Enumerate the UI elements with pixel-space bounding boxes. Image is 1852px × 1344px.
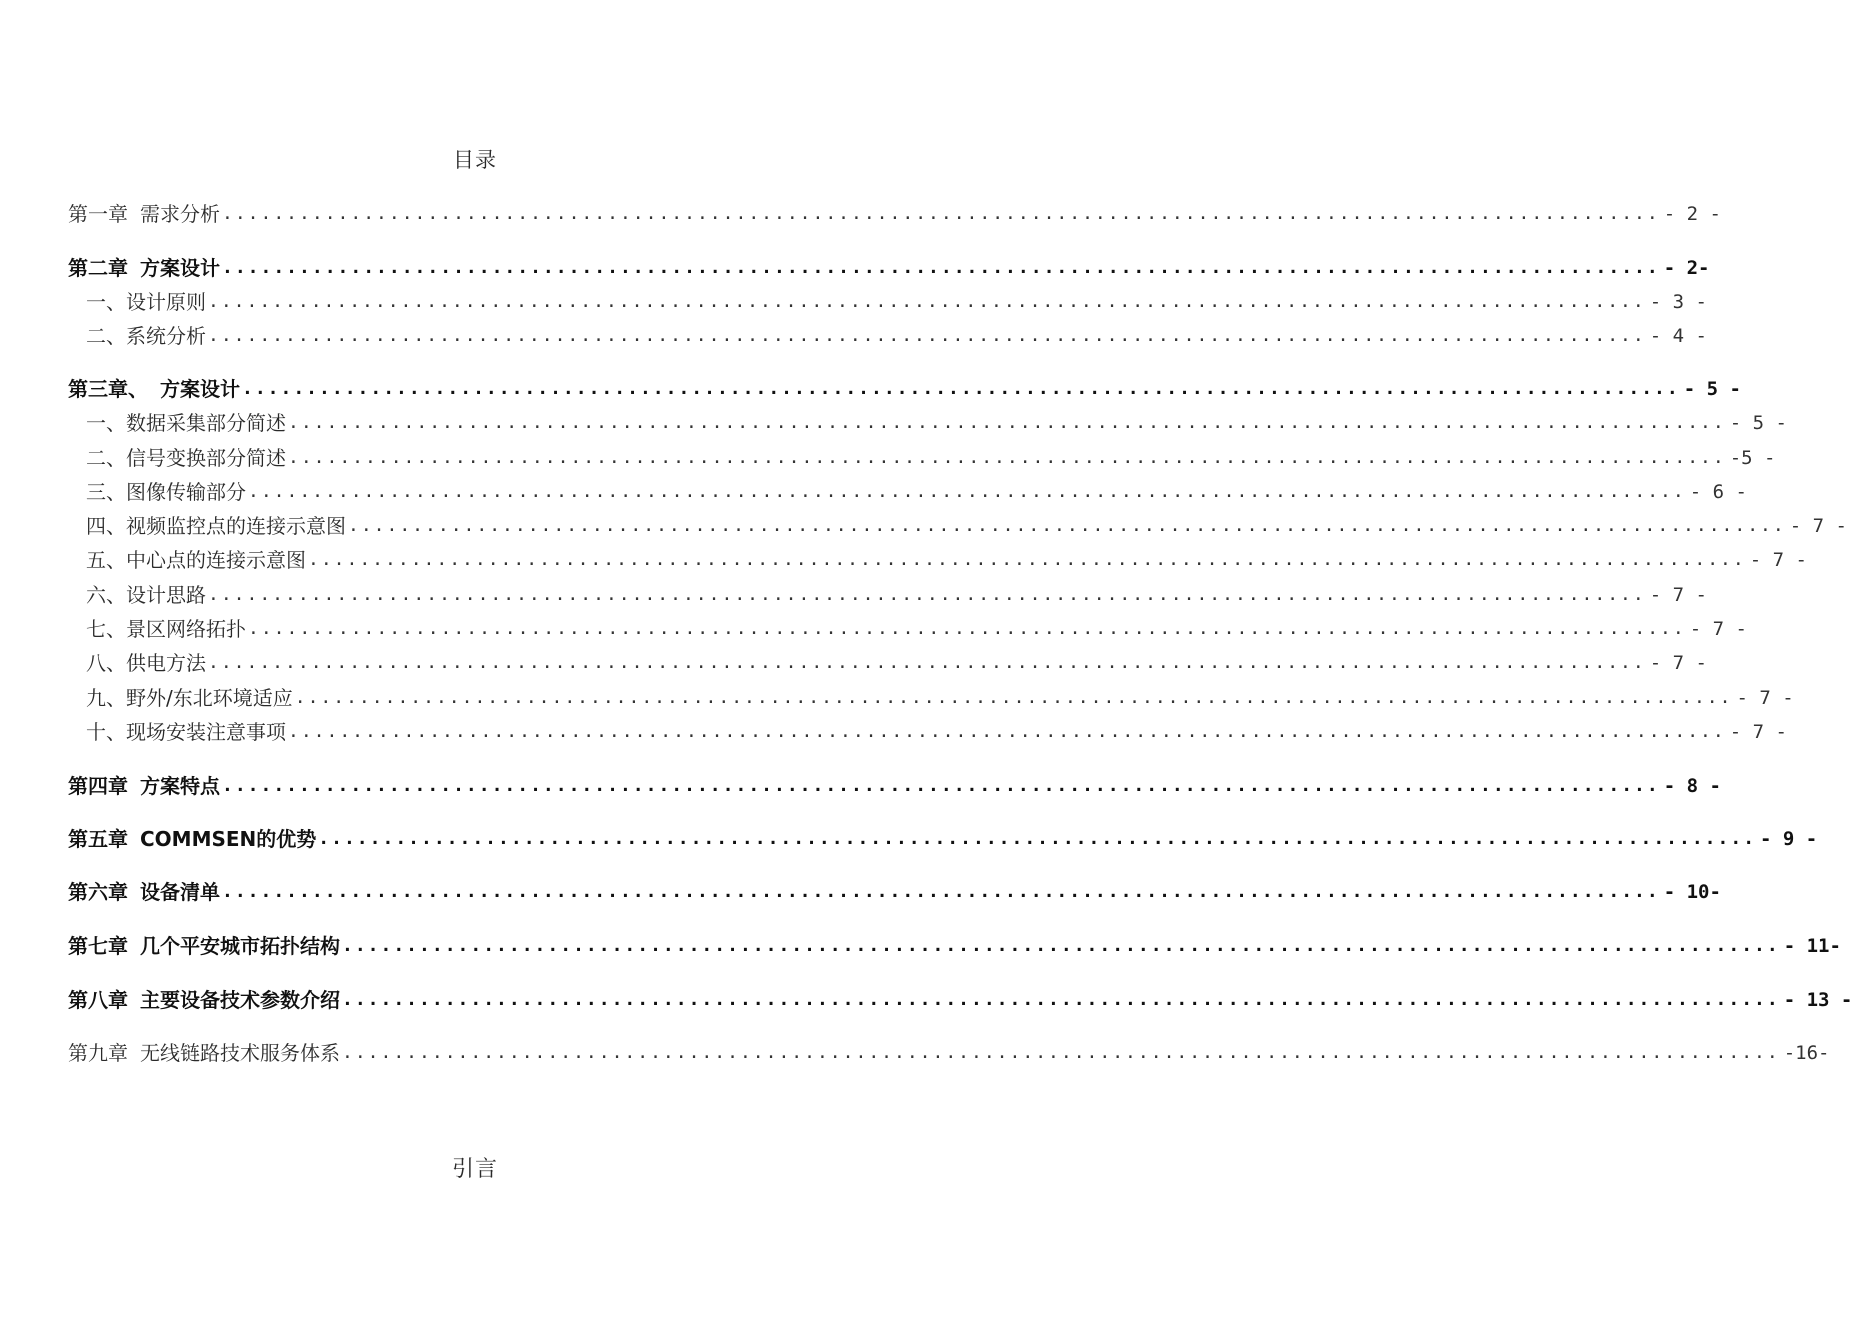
dot-leader: ................................................................................................................ — [222, 775, 1660, 796]
toc-entry[interactable] — [86, 579, 1707, 609]
entry-title: 中心点的连接示意图 — [126, 548, 306, 572]
entry-title: 图像传输部分 — [126, 480, 246, 504]
entry-title: 景区网络拓扑 — [126, 617, 246, 641]
toc-entry[interactable] — [86, 613, 1747, 643]
toc-entry[interactable] — [86, 544, 1807, 574]
entry-page: - 9 - — [1760, 828, 1818, 850]
entry-number: 一、 — [86, 290, 126, 314]
entry-title: 系统分析 — [126, 324, 206, 348]
entry-number: 五、 — [86, 548, 126, 572]
toc-entry[interactable] — [68, 252, 1710, 282]
dot-leader: ................................................................................................................ — [208, 652, 1646, 673]
toc-entry[interactable] — [86, 407, 1787, 437]
dot-leader: ................................................................................................................ — [222, 257, 1660, 278]
entry-page: - 7 - — [1649, 652, 1707, 674]
dot-leader: ................................................................................................................ — [248, 481, 1686, 502]
toc-entry[interactable] — [86, 647, 1707, 677]
entry-number: 三、 — [86, 480, 126, 504]
dot-leader: ................................................................................................................ — [342, 989, 1780, 1010]
entry-number: 十、 — [86, 720, 126, 744]
entry-number: 第七章 — [68, 934, 128, 958]
entry-page: - 4 - — [1649, 325, 1707, 347]
toc-entry[interactable] — [68, 1037, 1830, 1067]
entry-page: - 8 - — [1663, 775, 1721, 797]
section-heading: 引言 — [451, 1157, 498, 1182]
toc-entry[interactable] — [68, 198, 1721, 228]
toc-entry[interactable] — [68, 984, 1852, 1014]
entry-page: - 3 - — [1649, 291, 1707, 313]
toc-entry[interactable] — [68, 930, 1841, 960]
entry-title: COMMSEN的优势 — [140, 827, 317, 851]
toc-entry[interactable] — [86, 476, 1747, 506]
entry-title: 信号变换部分简述 — [126, 446, 286, 470]
entry-number: 第二章 — [68, 256, 128, 280]
entry-number: 七、 — [86, 617, 126, 641]
entry-page: - 11- — [1783, 935, 1841, 957]
entry-title: 现场安装注意事项 — [126, 720, 286, 744]
dot-leader: ................................................................................................................ — [294, 687, 1733, 708]
entry-number: 八、 — [86, 651, 126, 675]
toc-entry[interactable] — [86, 442, 1776, 472]
entry-number: 一、 — [86, 411, 126, 435]
entry-title: 方案特点 — [140, 774, 220, 798]
toc-entry[interactable] — [86, 682, 1794, 712]
entry-page: - 5 - — [1729, 412, 1787, 434]
toc-title: 目录 — [453, 148, 497, 172]
entry-page: - 7 - — [1689, 618, 1747, 640]
dot-leader: ................................................................................................................ — [342, 1042, 1780, 1063]
entry-number: 第九章 — [68, 1041, 128, 1065]
toc-entry[interactable] — [86, 320, 1707, 350]
dot-leader: ................................................................................................................ — [208, 584, 1646, 605]
toc-entry[interactable] — [68, 876, 1721, 906]
entry-page: - 2 - — [1663, 203, 1721, 225]
entry-page: - 6 - — [1689, 481, 1747, 503]
dot-leader: ................................................................................................................ — [342, 935, 1780, 956]
dot-leader: ................................................................................................................ — [318, 828, 1757, 849]
entry-page: - 7 - — [1749, 549, 1807, 571]
dot-leader: ................................................................................................................ — [248, 618, 1686, 639]
entry-title: 设计思路 — [126, 583, 206, 607]
entry-title: 需求分析 — [140, 202, 220, 226]
entry-title: 主要设备技术参数介绍 — [140, 988, 340, 1012]
dot-leader: ................................................................................................................ — [222, 203, 1660, 224]
entry-page: - 10- — [1663, 881, 1721, 903]
dot-leader: ................................................................................................................ — [208, 291, 1646, 312]
entry-page: - 7 - — [1789, 515, 1847, 537]
entry-title: 野外/东北环境适应 — [126, 686, 293, 710]
entry-title: 几个平安城市拓扑结构 — [140, 934, 340, 958]
entry-number: 第五章 — [68, 827, 128, 851]
entry-title: 供电方法 — [126, 651, 206, 675]
entry-title: 视频监控点的连接示意图 — [126, 514, 346, 538]
toc-entry[interactable] — [86, 286, 1707, 316]
entry-title: 设计原则 — [126, 290, 206, 314]
entry-number: 第三章、 — [68, 377, 148, 401]
dot-leader: ................................................................................................................ — [288, 447, 1726, 468]
entry-page: - 2- — [1663, 257, 1710, 279]
toc-entry[interactable] — [68, 373, 1741, 403]
entry-number: 六、 — [86, 583, 126, 607]
toc-entry[interactable] — [86, 716, 1787, 746]
dot-leader: ................................................................................................................ — [348, 515, 1786, 536]
entry-title: 方案设计 — [140, 256, 220, 280]
dot-leader: ................................................................................................................ — [308, 549, 1746, 570]
dot-leader: ................................................................................................................ — [288, 721, 1726, 742]
entry-page: - 7 - — [1649, 584, 1707, 606]
entry-number: 第四章 — [68, 774, 128, 798]
entry-number: 四、 — [86, 514, 126, 538]
dot-leader: ................................................................................................................ — [222, 881, 1660, 902]
entry-page: -5 - — [1729, 447, 1776, 469]
entry-number: 第八章 — [68, 988, 128, 1012]
entry-number: 九、 — [86, 686, 126, 710]
dot-leader: ................................................................................................................ — [242, 378, 1680, 399]
entry-title: 无线链路技术服务体系 — [140, 1041, 340, 1065]
entry-page: - 13 - — [1783, 989, 1852, 1011]
entry-page: - 7 - — [1736, 687, 1794, 709]
entry-number: 二、 — [86, 324, 126, 348]
toc-entry[interactable] — [68, 823, 1818, 853]
entry-title: 设备清单 — [140, 880, 220, 904]
toc-entry[interactable] — [68, 770, 1721, 800]
entry-title: 方案设计 — [160, 377, 240, 401]
toc-entry[interactable] — [86, 510, 1847, 540]
entry-number: 第一章 — [68, 202, 128, 226]
entry-page: - 7 - — [1729, 721, 1787, 743]
entry-title: 数据采集部分简述 — [126, 411, 286, 435]
entry-page: -16- — [1783, 1042, 1830, 1064]
dot-leader: ................................................................................................................ — [288, 412, 1726, 433]
entry-number: 二、 — [86, 446, 126, 470]
entry-number: 第六章 — [68, 880, 128, 904]
entry-page: - 5 - — [1683, 378, 1741, 400]
dot-leader: ................................................................................................................ — [208, 325, 1646, 346]
